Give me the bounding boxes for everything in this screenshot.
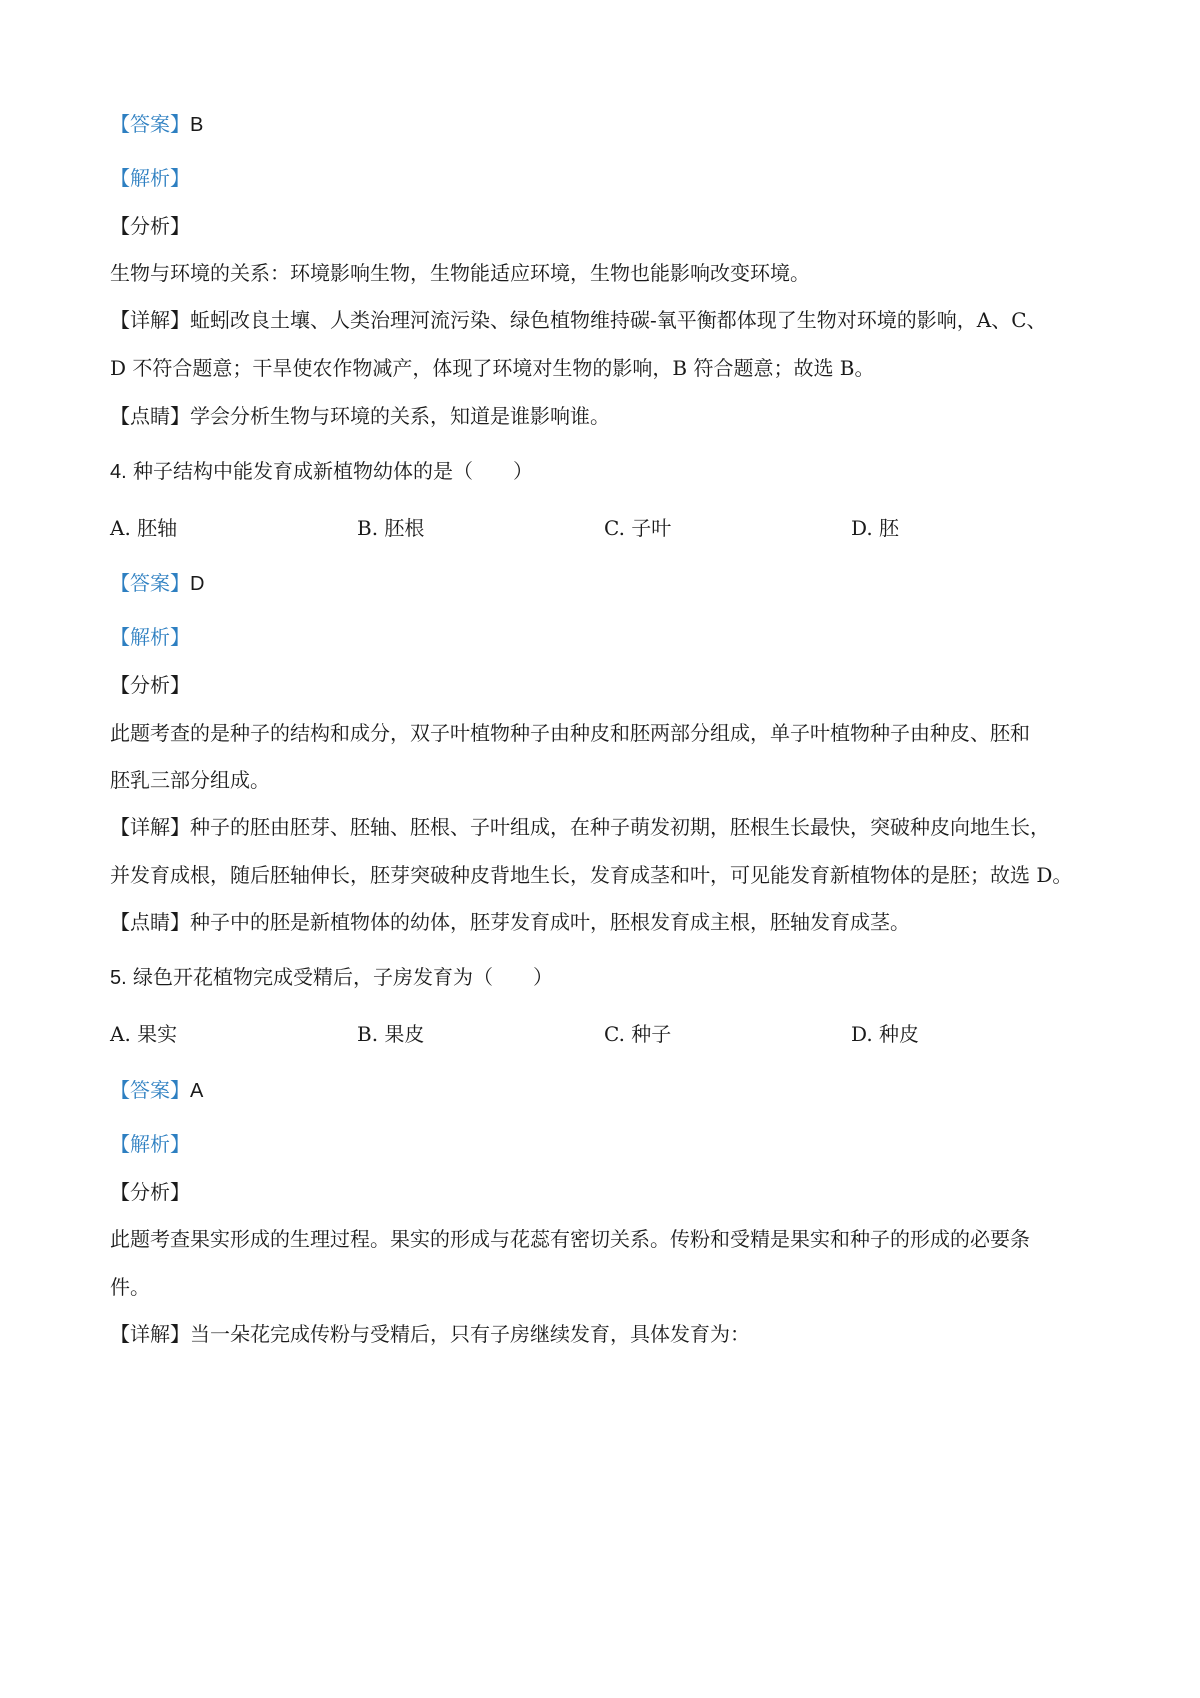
q4-dianjing: [110, 908, 910, 936]
answer-tag: 【答案】: [110, 1078, 190, 1102]
q5-answer: [110, 1076, 203, 1105]
q3-xiangjie-line2: D 不符合题意；干旱使农作物减产，体现了环境对生物的影响，B 符合题意；故选 B。: [110, 356, 875, 380]
q5-fenxi-line2: 件。: [110, 1275, 150, 1299]
q4-option-d: D. 胚: [851, 516, 900, 540]
q5-xiangjie: [110, 1320, 750, 1348]
q5-option-b: B. 果皮: [357, 1022, 425, 1046]
q5-option-d: D. 种皮: [851, 1022, 920, 1046]
q5-fenxi-line1: 此题考查果实形成的生理过程。果实的形成与花蕊有密切关系。传粉和受精是果实和种子的形成的必要条: [110, 1227, 1030, 1251]
q5-option-c: C. 种子: [604, 1022, 672, 1046]
xiangjie-text: 种子的胚由胚芽、胚轴、胚根、子叶组成，在种子萌发初期，胚根生长最快，突破种皮向地生长，: [190, 815, 1050, 839]
answer-value: A: [190, 1080, 204, 1102]
xiangjie-tag: 【详解】: [110, 1322, 190, 1346]
answer-value: B: [190, 114, 204, 136]
q3-answer: [110, 110, 203, 139]
answer-tag: 【答案】: [110, 571, 190, 595]
answer-tag: 【答案】: [110, 112, 190, 136]
question-number: 4.: [110, 461, 127, 483]
q3-xiangjie-line1: [110, 306, 1047, 334]
q4-xiangjie-line1: [110, 813, 1050, 841]
question-text: 绿色开花植物完成受精后，子房发育为（ ）: [133, 965, 554, 989]
q4-option-a: A. 胚轴: [110, 516, 178, 540]
q3-fenxi-text: 生物与环境的关系：环境影响生物，生物能适应环境，生物也能影响改变环境。: [110, 261, 810, 285]
q4-fenxi-tag: 【分析】: [110, 673, 190, 697]
q4-answer: [110, 569, 204, 598]
q5-option-a: A. 果实: [110, 1022, 178, 1046]
q3-jiexi-tag: 【解析】: [110, 166, 190, 190]
dianjing-tag: 【点睛】: [110, 404, 190, 428]
q4-fenxi-line1: 此题考查的是种子的结构和成分，双子叶植物种子由种皮和胚两部分组成，单子叶植物种子由种皮、胚和: [110, 721, 1030, 745]
dianjing-text: 种子中的胚是新植物体的幼体，胚芽发育成叶，胚根发育成主根，胚轴发育成茎。: [190, 910, 910, 934]
answer-value: D: [190, 573, 205, 595]
q4-option-c: C. 子叶: [604, 516, 672, 540]
question-text: 种子结构中能发育成新植物幼体的是（ ）: [133, 459, 534, 483]
q5-jiexi-tag: 【解析】: [110, 1132, 190, 1156]
dianjing-tag: 【点睛】: [110, 910, 190, 934]
xiangjie-text: 蚯蚓改良土壤、人类治理河流污染、绿色植物维持碳-氧平衡都体现了生物对环境的影响，A、C、: [190, 308, 1047, 332]
xiangjie-text: 当一朵花完成传粉与受精后，只有子房继续发育，具体发育为：: [190, 1322, 750, 1346]
q4-xiangjie-line2: 并发育成根，随后胚轴伸长，胚芽突破种皮背地生长，发育成茎和叶，可见能发育新植物体的是胚；故选 D。: [110, 863, 1073, 887]
q4-fenxi-line2: 胚乳三部分组成。: [110, 768, 270, 792]
q5-fenxi-tag: 【分析】: [110, 1180, 190, 1204]
q3-dianjing: [110, 402, 610, 430]
q4-option-b: B. 胚根: [357, 516, 425, 540]
q4-question: [110, 457, 533, 486]
question-number: 5.: [110, 967, 127, 989]
q5-question: [110, 963, 553, 992]
xiangjie-tag: 【详解】: [110, 815, 190, 839]
dianjing-text: 学会分析生物与环境的关系，知道是谁影响谁。: [190, 404, 610, 428]
q4-jiexi-tag: 【解析】: [110, 625, 190, 649]
xiangjie-tag: 【详解】: [110, 308, 190, 332]
q3-fenxi-tag: 【分析】: [110, 214, 190, 238]
